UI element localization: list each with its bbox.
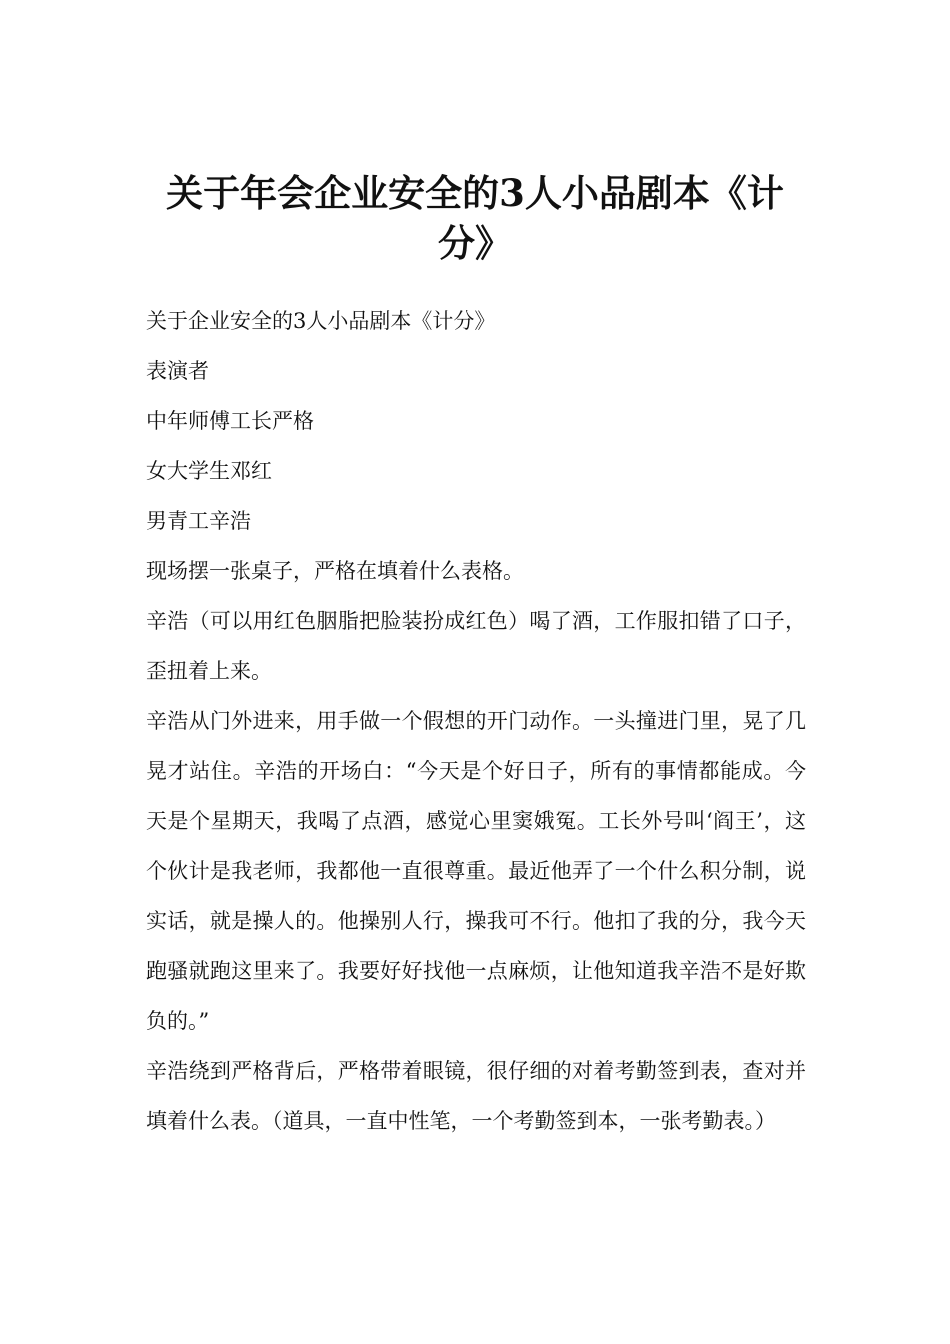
paragraph-performer-2: 女大学生邓红 [146,459,272,483]
paragraph-performer-3: 男青工辛浩 [146,509,251,533]
document-title: 关于年会企业安全的3人小品剧本《计分》 [166,171,784,265]
paragraph-stage-direction: 辛浩绕到严格背后，严格带着眼镜，很仔细的对着考勤签到表，查对并填着什么表。（道具，一直中性笔，一个考勤签到本，一张考勤表。） [146,1059,806,1133]
paragraph-subtitle: 关于企业安全的3人小品剧本《计分》 [146,309,496,333]
paragraph-xinhao-entry: 辛浩（可以用红色胭脂把脸装扮成红色）喝了酒，工作服扣错了口子，歪扭着上来。 [146,609,806,683]
document-body [146,296,806,1146]
paragraph-scene: 现场摆一张桌子，严格在填着什么表格。 [146,559,524,583]
paragraph-xinhao-monologue: 辛浩从门外进来，用手做一个假想的开门动作。一头撞进门里，晃了几晃才站住。辛浩的开场白：“今天是个好日子，所有的事情都能成。今天是个星期天，我喝了点酒，感觉心里窦娥冤。工长外号叫‘阎王’，这个伙计是我老师，我都他一直很尊重。最近他弄了一个什么积分制，说实话，就是操人的。他操别人行，操我可不行。他扣了我的分，我今天跑骚就跑这里来了。我要好好找他一点麻烦，让他知道我辛浩不是好欺负的。” [146,709,806,1033]
paragraph-performer-1: 中年师傅工长严格 [146,409,314,433]
paragraph-performers-heading: 表演者 [146,359,209,383]
